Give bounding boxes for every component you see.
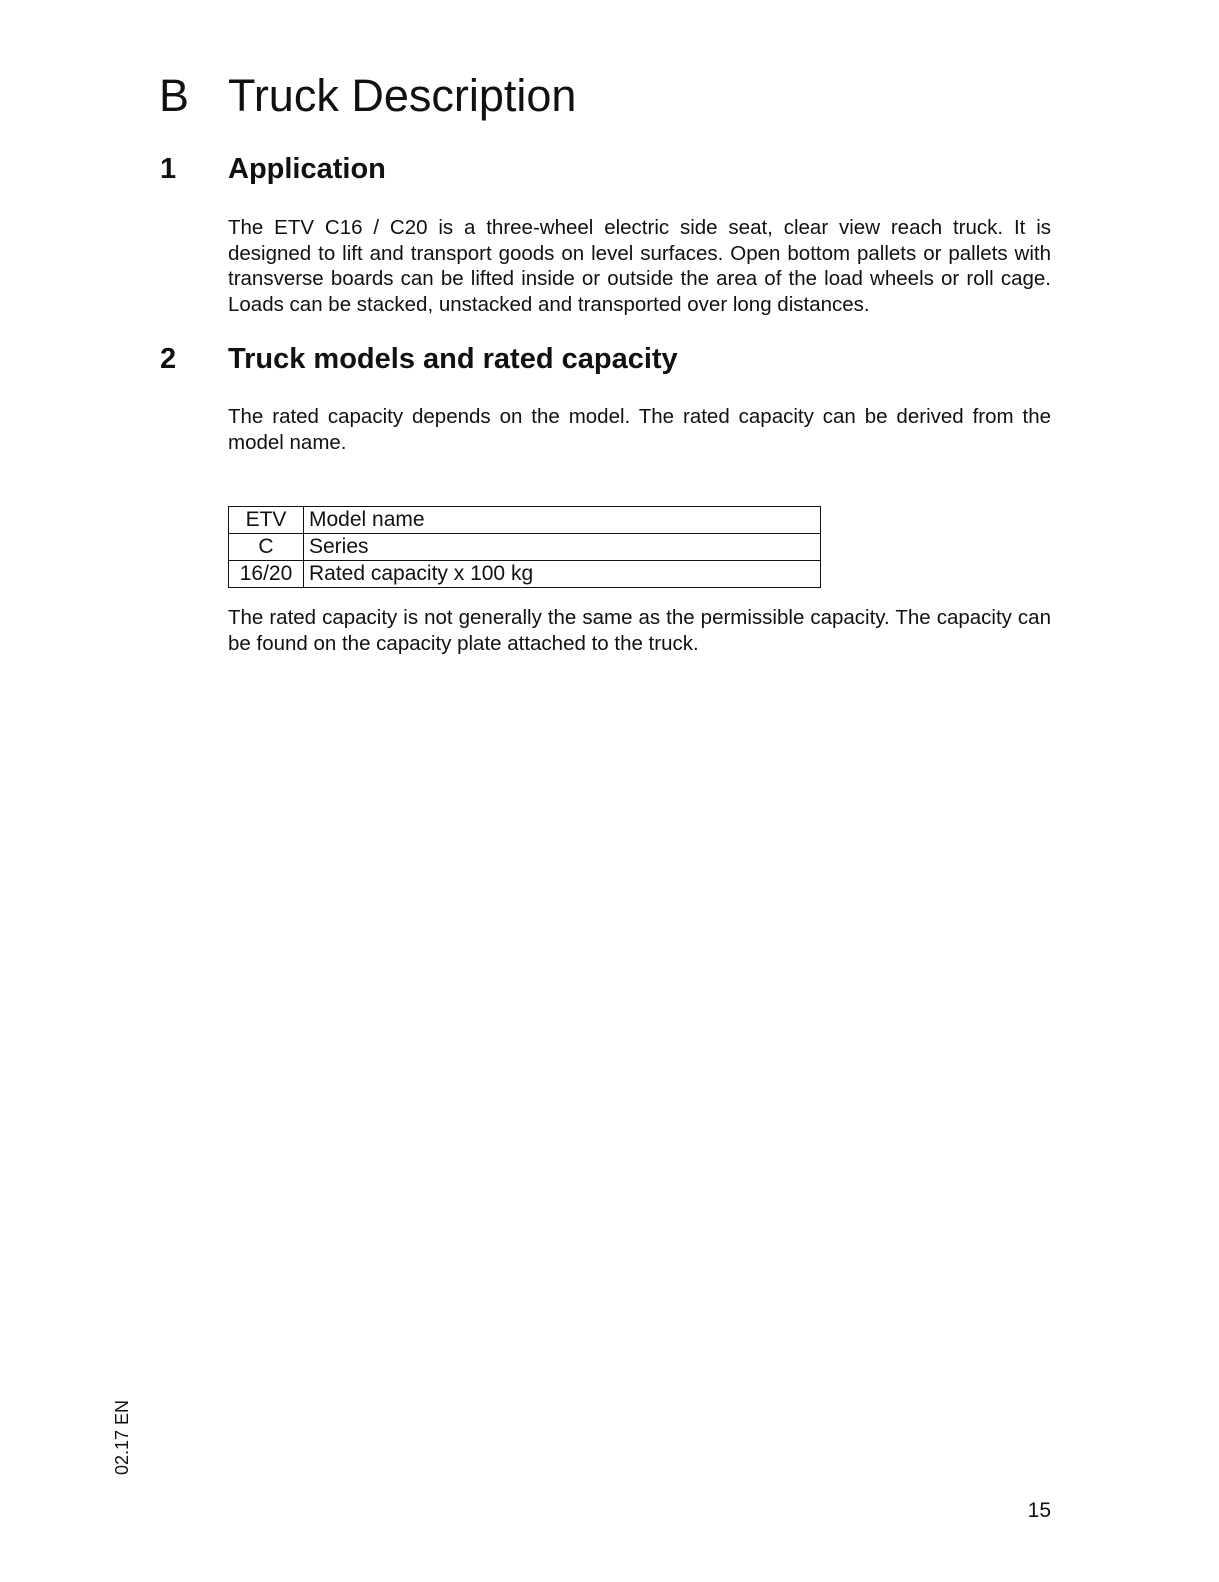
rated-capacity-paragraph: The rated capacity depends on the model. The rated capacity can be derived from the model name. bbox=[228, 405, 1051, 454]
model-meaning-cell: Model name bbox=[304, 507, 821, 534]
table-row bbox=[229, 561, 821, 588]
table-row bbox=[229, 507, 821, 534]
section-2-number: 2 bbox=[160, 343, 177, 375]
model-code-cell: C bbox=[229, 534, 304, 561]
section-1-number: 1 bbox=[160, 153, 177, 185]
permissible-capacity-paragraph: The rated capacity is not generally the same as the permissible capacity. The capacity can be found on the capacity plate attached to the truck. bbox=[228, 606, 1051, 655]
model-meaning-cell: Series bbox=[304, 534, 821, 561]
model-code-cell: 16/20 bbox=[229, 561, 304, 588]
chapter-title: Truck Description bbox=[228, 70, 577, 121]
side-date-code: 02.17 EN bbox=[112, 1399, 132, 1475]
section-2-title: Truck models and rated capacity bbox=[228, 343, 678, 375]
model-meaning-cell: Rated capacity x 100 kg bbox=[304, 561, 821, 588]
table-row bbox=[229, 534, 821, 561]
model-code-cell: ETV bbox=[229, 507, 304, 534]
chapter-letter: B bbox=[159, 70, 190, 121]
section-1-title: Application bbox=[228, 153, 386, 185]
page-number: 15 bbox=[1027, 1499, 1051, 1522]
model-name-table bbox=[228, 506, 821, 588]
application-paragraph: The ETV C16 / C20 is a three-wheel electric side seat, clear view reach truck. It is designed to lift and transport goods on level surfaces. Open bottom pallets or pallets with transverse boards can be lifted inside or outside the area of the load wheels or roll cage. Loads can be stacked, unstacked and transported over long distances. bbox=[228, 216, 1051, 317]
